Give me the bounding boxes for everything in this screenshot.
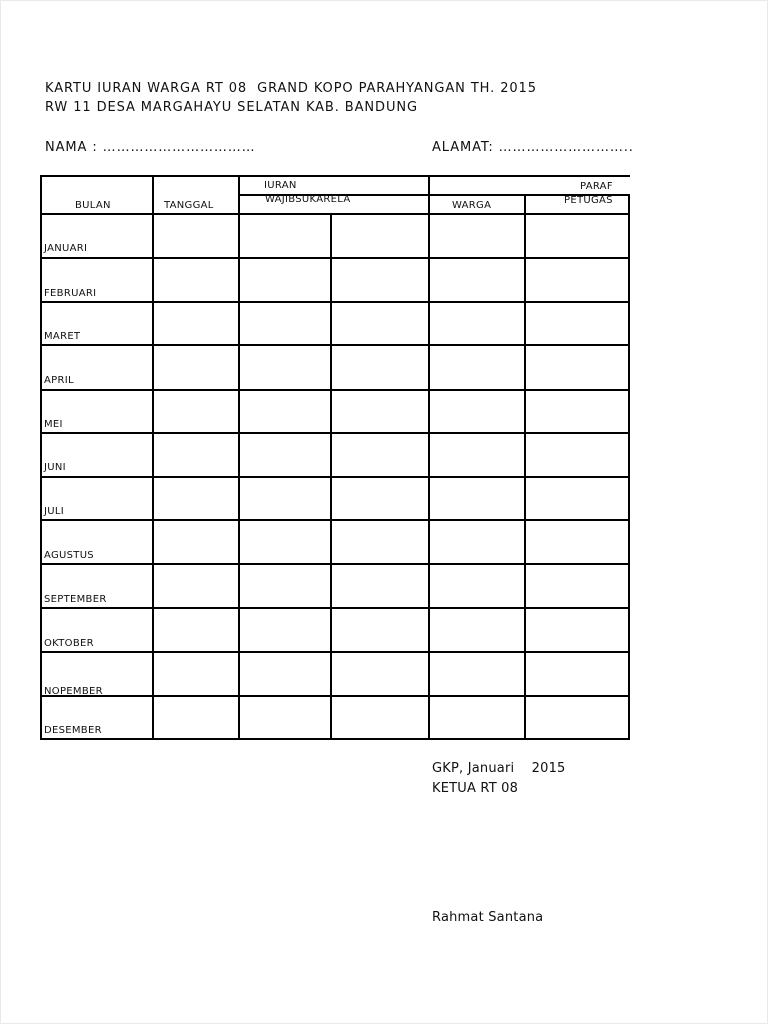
row-line-11 <box>40 695 630 697</box>
signature-name: Rahmat Santana <box>432 910 544 925</box>
row-line-9 <box>40 607 630 609</box>
month-march: MARET <box>44 331 81 342</box>
row-line-2 <box>40 301 630 303</box>
row-line-8 <box>40 563 630 565</box>
month-september: SEPTEMBER <box>44 594 107 605</box>
month-may: MEI <box>44 419 63 430</box>
header-bulan: BULAN <box>75 200 111 211</box>
header-paraf: PARAF <box>580 181 613 192</box>
month-january: JANUARI <box>44 243 88 254</box>
month-june: JUNI <box>44 462 66 473</box>
month-october: OKTOBER <box>44 638 94 649</box>
address-field: ALAMAT: ……………………….. <box>432 140 634 155</box>
card-title-line-2: RW 11 DESA MARGAHAYU SELATAN KAB. BANDUNG <box>45 100 418 115</box>
month-february: FEBRUARI <box>44 288 97 299</box>
tanggal-iuran-divider <box>238 175 240 740</box>
header-iuran: IURAN <box>264 180 297 191</box>
row-line-6 <box>40 476 630 478</box>
month-december: DESEMBER <box>44 725 102 736</box>
bulan-tanggal-divider <box>152 175 154 740</box>
left-border <box>40 175 42 740</box>
signature-place-date: GKP, Januari 2015 <box>432 761 566 776</box>
table-bottom-line <box>40 738 630 740</box>
row-line-4 <box>40 389 630 391</box>
header-tanggal: TANGGAL <box>164 200 214 211</box>
row-line-7 <box>40 519 630 521</box>
row-line-1 <box>40 257 630 259</box>
iuran-paraf-divider <box>428 175 430 740</box>
signature-role: KETUA RT 08 <box>432 781 519 796</box>
right-border <box>628 194 630 740</box>
row-line-5 <box>40 432 630 434</box>
row-line-10 <box>40 651 630 653</box>
wajib-sukarela-divider <box>330 213 332 740</box>
table-top-line <box>40 175 630 177</box>
month-august: AGUSTUS <box>44 550 94 561</box>
header-bottom-line <box>40 213 630 215</box>
warga-petugas-divider <box>524 194 526 740</box>
name-field: NAMA : …………………………… <box>45 140 256 155</box>
header-petugas: PETUGAS <box>564 195 613 206</box>
header-wajib-sukarela: WAJIBSUKARELA <box>265 194 351 205</box>
month-november: NOPEMBER <box>44 686 103 697</box>
month-july: JULI <box>44 506 64 517</box>
row-line-3 <box>40 344 630 346</box>
header-warga: WARGA <box>452 200 492 211</box>
month-april: APRIL <box>44 375 74 386</box>
card-title-line-1: KARTU IURAN WARGA RT 08 GRAND KOPO PARAHYANGAN TH. 2015 <box>45 81 537 96</box>
